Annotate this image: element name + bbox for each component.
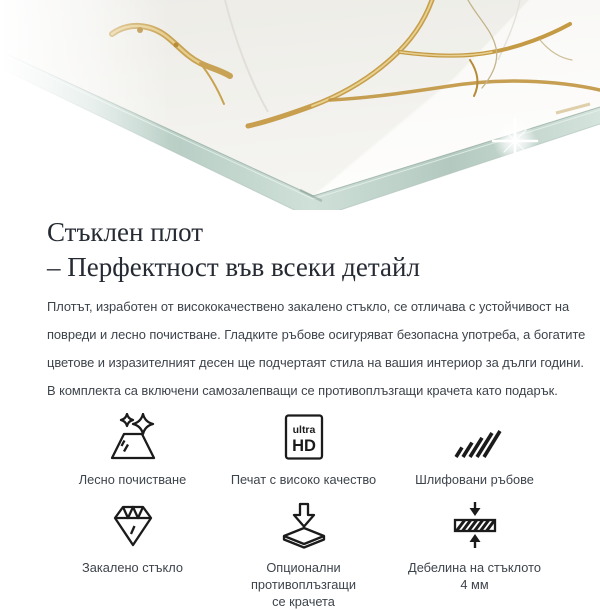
feature-polished-edges [389,413,560,488]
feature-anti-slip-feet [218,501,389,610]
description-line: повреди и лесно почистване. Гладките ръбове осигуряват безопасна употреба, а богатите [47,327,586,342]
title-line-2: – Перфектност във всеки детайл [47,252,420,282]
page-title [47,215,560,285]
anti-slip-feet-icon [276,501,332,549]
description-line: В комплекта са включени самозалепващи се противоплъзгащи крачета като подарък. [47,383,558,398]
tempered-glass-diamond-icon [109,501,157,549]
glass-thickness-icon [447,501,503,549]
feature-grid [47,413,560,610]
feature-easy-cleaning [47,413,218,488]
description-paragraph [47,293,586,405]
feature-label: Шлифовани ръбове [415,472,534,487]
product-description-section [0,210,600,610]
feature-label: Закалено стъкло [82,560,183,575]
svg-text:HD: HD [291,437,316,455]
feature-label-line2: се крачета [272,594,335,609]
feature-label: Печат с високо качество [230,472,377,487]
sparkle-clean-icon [105,413,161,461]
feature-label: Опционални противоплъзгащи [250,560,357,592]
feature-tempered-glass [47,501,218,610]
sparkle-glint [493,119,537,163]
description-line: цветове и изразителният десен ще подчертаят стила на вашия интериор за дълги години. [47,355,584,370]
ultra-hd-icon [276,413,332,461]
product-photo [0,0,600,210]
description-line: Плотът, изработен от висококачествено закалено стъкло, се отличава с устойчивост на [47,299,570,314]
feature-label: Лесно почистване [78,472,187,487]
feature-glass-thickness [389,501,560,610]
polished-edges-icon [447,413,503,461]
feature-label: Дебелина на стъклото [408,560,541,575]
title-line-1: Стъклен плот [47,217,204,247]
feature-label-line2: 4 мм [460,577,489,592]
svg-text:ultra: ultra [292,424,315,436]
feature-hd-print [218,413,389,488]
